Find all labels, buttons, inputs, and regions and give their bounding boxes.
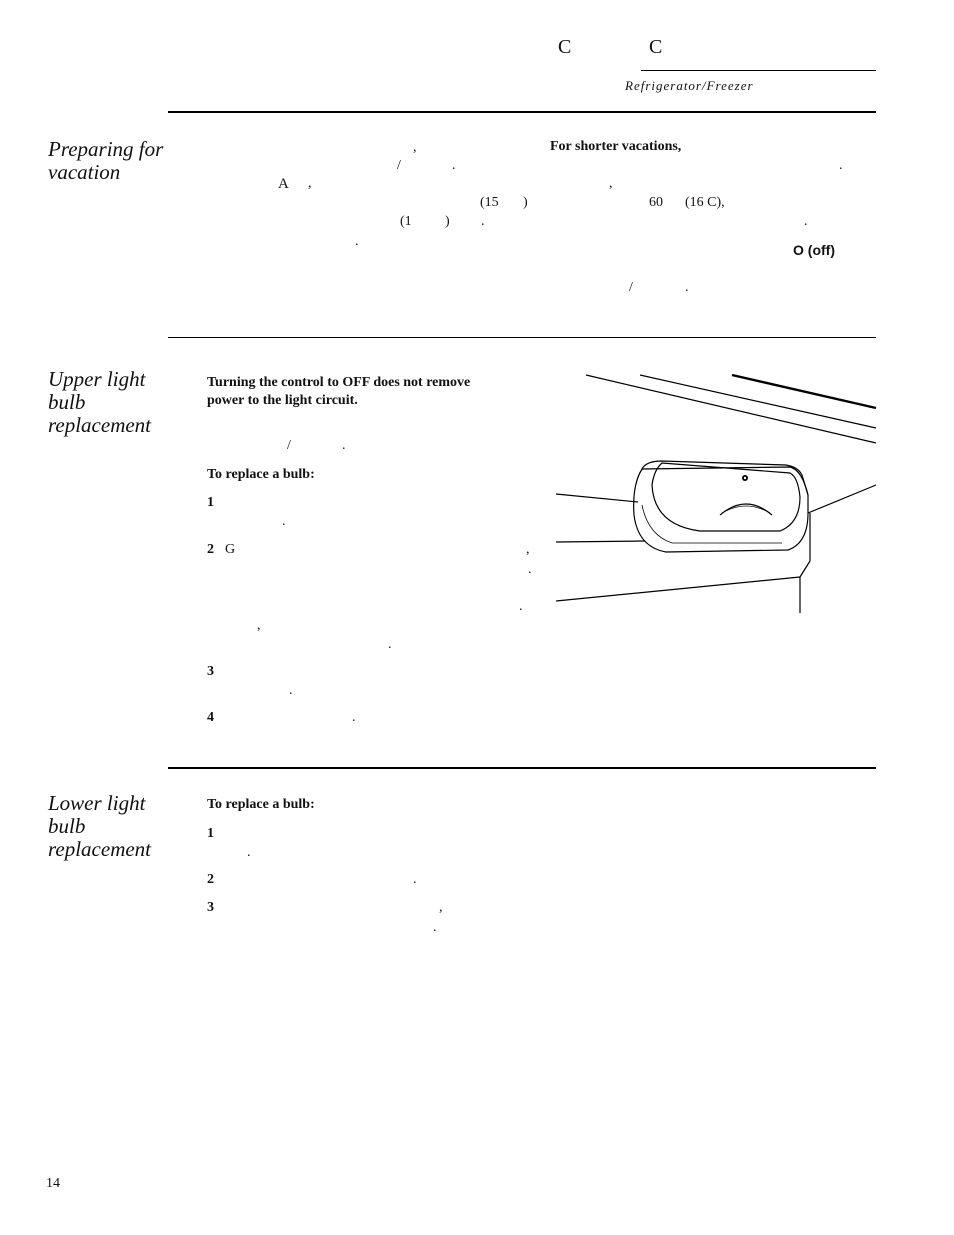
step-number: 3 [207,900,214,915]
section-title-lower-bulb: Lower light bulb replacement [48,791,152,861]
text-fragment: . [452,158,456,173]
text-fragment: 60 [649,195,663,210]
section-title-upper-bulb: Upper light bulb replacement [48,367,152,437]
text-fragment: / [629,280,633,295]
text-fragment: / [287,438,291,453]
page-number: 14 [46,1176,60,1191]
shorter-vacations-label: For shorter vacations, [550,139,682,154]
text-fragment: . [519,599,523,614]
text-fragment: , [439,900,443,915]
step-number: 2 [207,872,214,887]
step-number: 3 [207,664,214,679]
text-fragment: ) [445,214,450,229]
text-fragment: , [257,618,261,633]
step-number: 1 [207,495,214,510]
text-fragment: (16 C), [685,195,725,210]
text-fragment: , [413,140,417,155]
chapter-letter: C [558,36,572,58]
text-fragment: . [247,845,251,860]
text-fragment: . [804,214,808,229]
text-fragment: . [433,920,437,935]
text-fragment: . [342,438,346,453]
text-fragment: . [413,872,417,887]
text-fragment: . [352,710,356,725]
text-fragment: . [481,214,485,229]
text-fragment: . [355,234,359,249]
lower-replace-heading: To replace a bulb: [207,797,315,812]
header-rule [641,70,876,71]
step-number: 1 [207,826,214,841]
text-fragment: ) [523,195,528,210]
light-housing-illustration [550,365,880,620]
chapter-letter: C [649,36,663,58]
text-fragment: . [528,562,532,577]
header-subtitle: Refrigerator/Freezer [625,78,754,93]
text-fragment: . [282,514,286,529]
step-number: 4 [207,710,214,725]
text-fragment: (15 [480,195,499,210]
section-divider [168,767,876,769]
upper-replace-heading: To replace a bulb: [207,467,315,482]
off-label: O (off) [793,242,835,258]
section-title-vacation: Preparing for vacation [48,137,164,184]
text-fragment: (1 [400,214,412,229]
text-fragment: . [685,280,689,295]
text-fragment: , [526,542,530,557]
text-fragment: / [397,158,401,173]
text-fragment: A [278,176,289,192]
step-number: 2 [207,542,214,557]
section-divider [168,337,876,338]
power-warning: Turning the control to OFF does not remove power to the light circuit. [207,375,471,408]
section-divider [168,111,876,113]
text-fragment: , [609,176,613,191]
text-fragment: . [289,683,293,698]
text-fragment: G [225,542,236,557]
text-fragment: . [839,158,843,173]
text-fragment: , [308,176,312,191]
text-fragment: . [388,637,392,652]
